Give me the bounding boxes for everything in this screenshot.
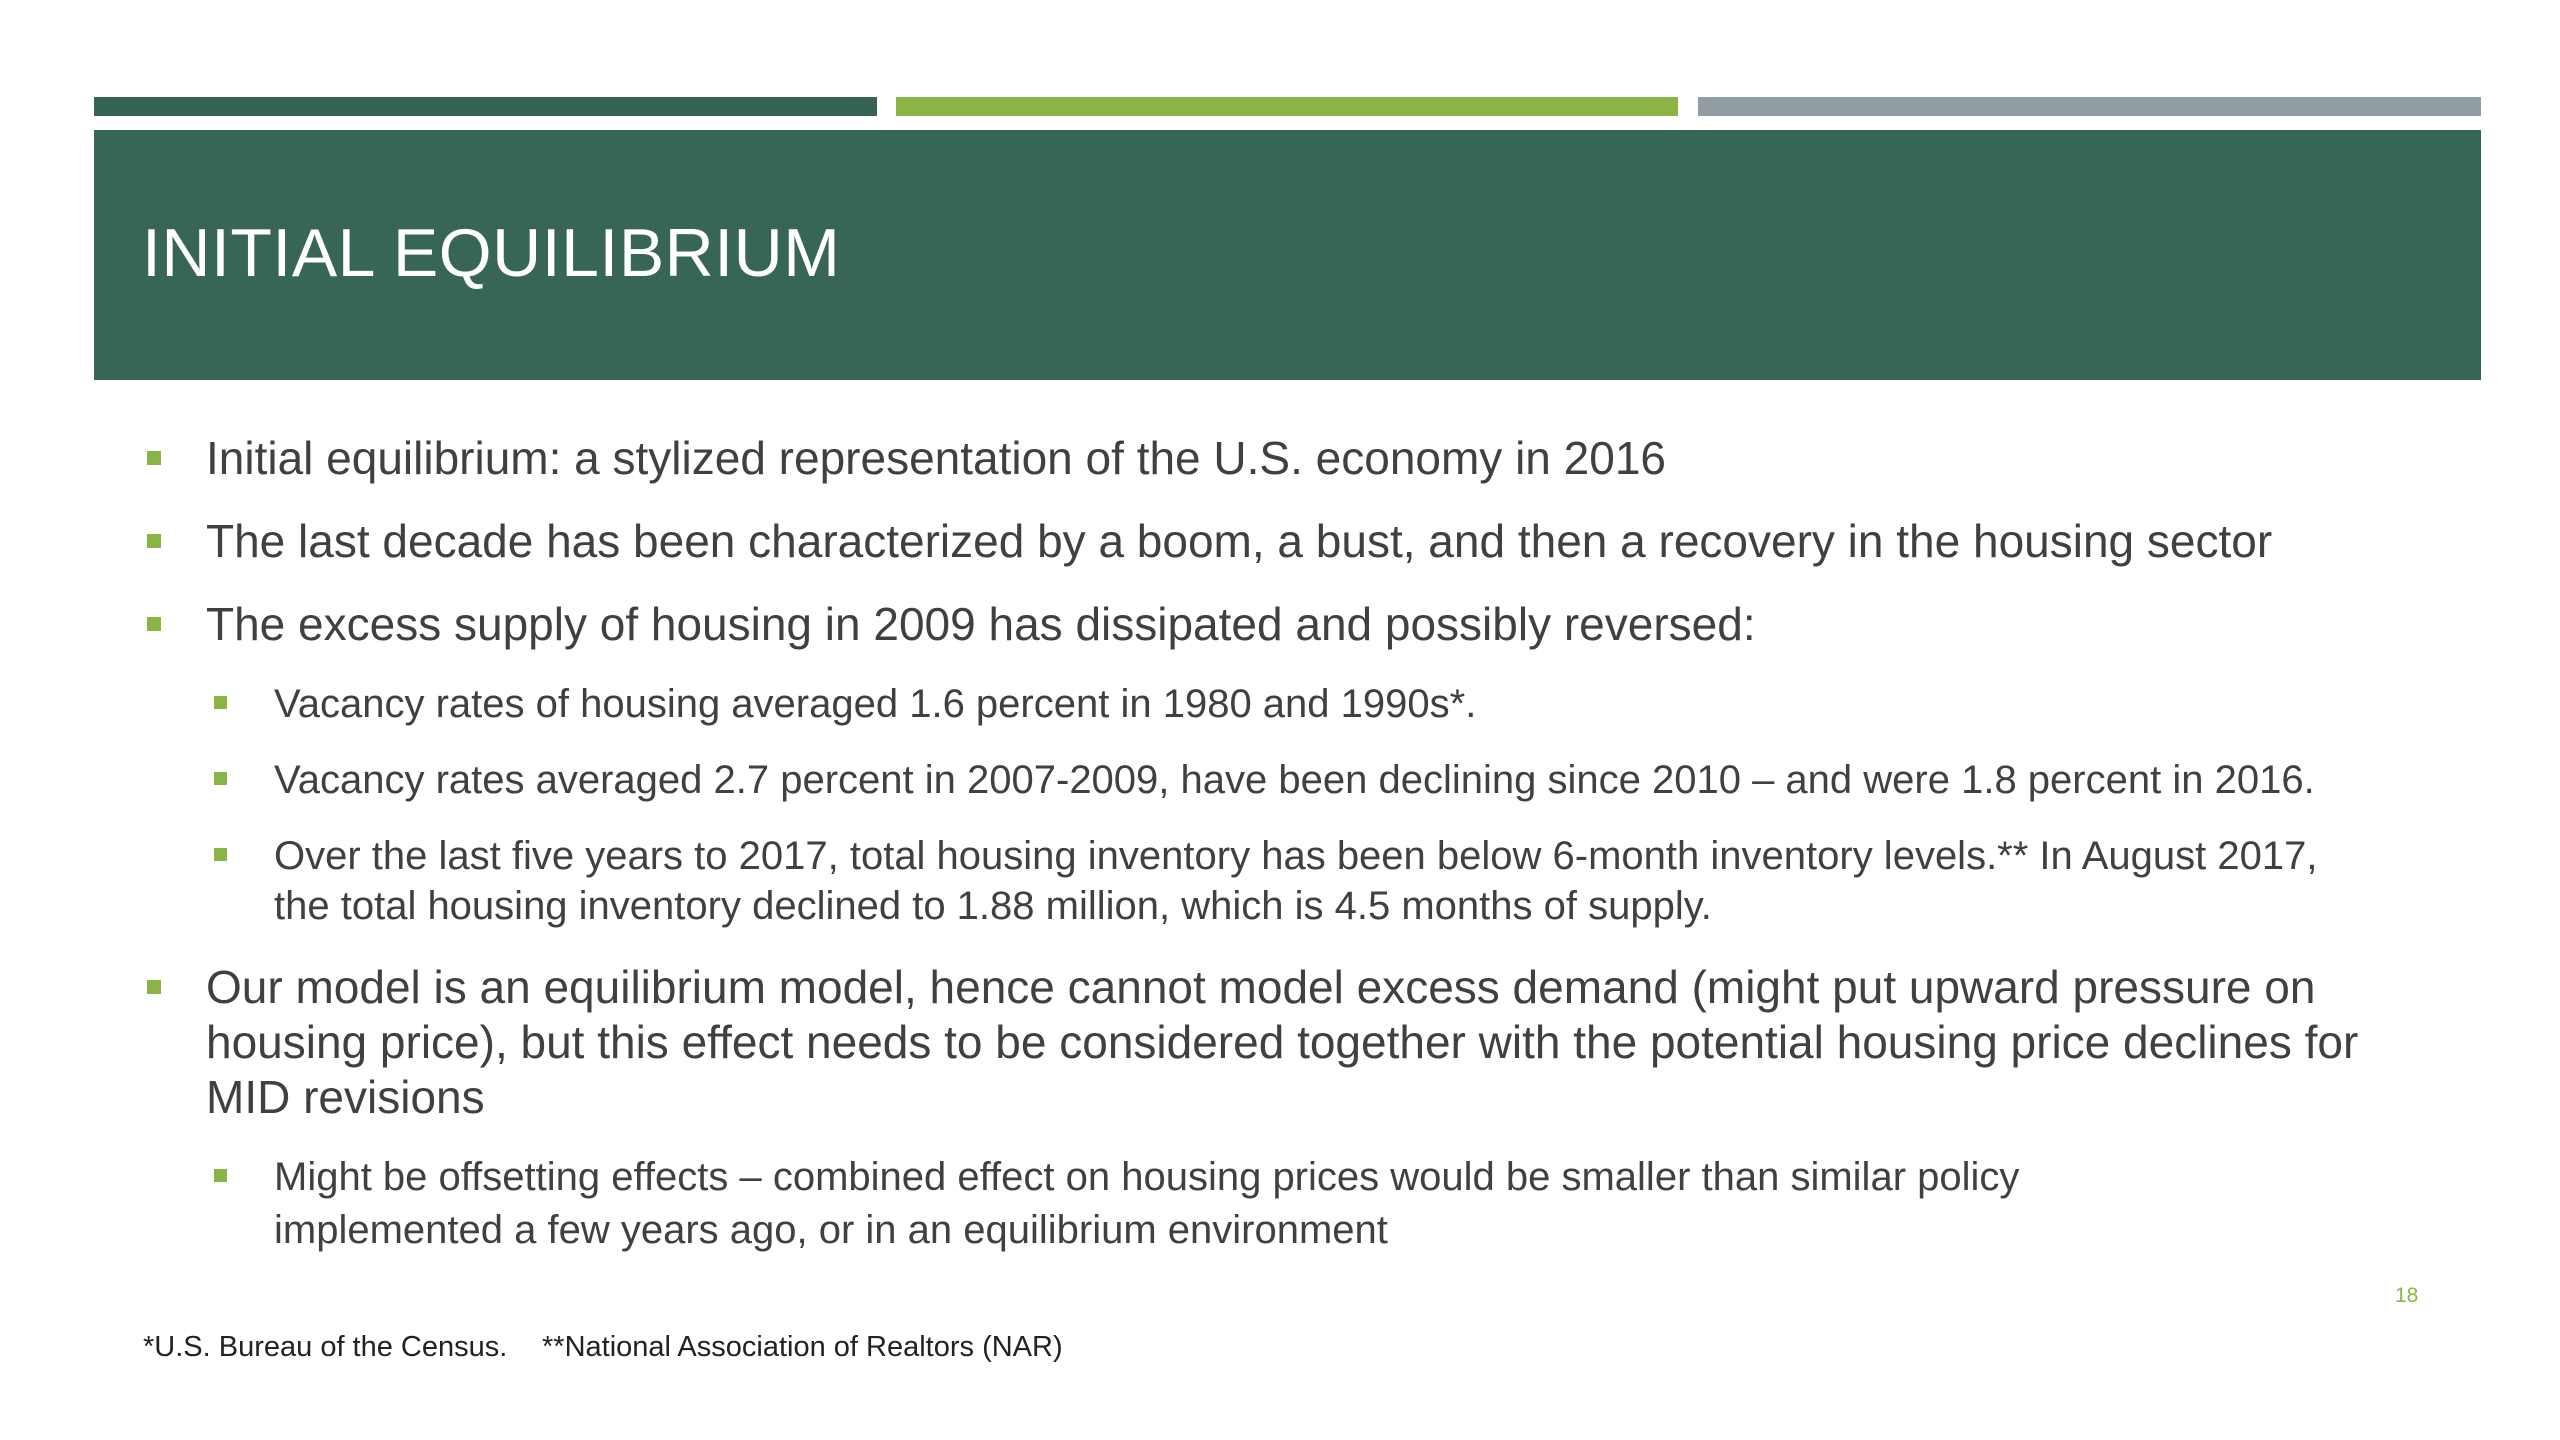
- footnote-census: *U.S. Bureau of the Census.: [143, 1331, 508, 1363]
- bullet-marker: [147, 617, 161, 631]
- bullet-text: Our model is an equilibrium model, hence cannot model excess demand (might put upward pressure on: [206, 961, 2316, 1013]
- page-number: 18: [2395, 1284, 2419, 1307]
- bullet-marker: [147, 534, 161, 548]
- bullet-text: housing price), but this effect needs to be considered together with the potential housing price declines for: [206, 1016, 2359, 1068]
- footnote-nar: **National Association of Realtors (NAR): [542, 1331, 1063, 1363]
- sub-bullet-marker: [214, 1169, 227, 1182]
- bullet-text: The last decade has been characterized by a boom, a bust, and then a recovery in the housing sector: [206, 515, 2273, 567]
- sub-bullet-marker: [214, 772, 227, 785]
- sub-bullet-marker: [214, 696, 227, 709]
- sub-bullet-text: Over the last five years to 2017, total housing inventory has been below 6-month inventory levels.** In August 2017,: [274, 834, 2318, 878]
- bullet-marker: [147, 980, 161, 994]
- slide-title: INITIAL EQUILIBRIUM: [142, 215, 841, 291]
- sub-bullet-text: implemented a few years ago, or in an equilibrium environment: [274, 1208, 1388, 1252]
- sub-bullet-text: Vacancy rates of housing averaged 1.6 percent in 1980 and 1990s*.: [274, 682, 1477, 726]
- sub-bullet-text: Might be offsetting effects – combined effect on housing prices would be smaller than similar policy: [274, 1155, 2020, 1199]
- bullet-text: Initial equilibrium: a stylized representation of the U.S. economy in 2016: [206, 432, 1667, 484]
- bullet-marker: [147, 451, 161, 465]
- sub-bullet-text: the total housing inventory declined to 1.88 million, which is 4.5 months of supply.: [274, 884, 1712, 928]
- sub-bullet-marker: [214, 848, 227, 861]
- bullet-text: MID revisions: [206, 1071, 485, 1123]
- sub-bullet-text: Vacancy rates averaged 2.7 percent in 2007-2009, have been declining since 2010 – and were 1.8 percent in 2016.: [274, 758, 2315, 802]
- bullet-text: The excess supply of housing in 2009 has dissipated and possibly reversed:: [206, 598, 1756, 650]
